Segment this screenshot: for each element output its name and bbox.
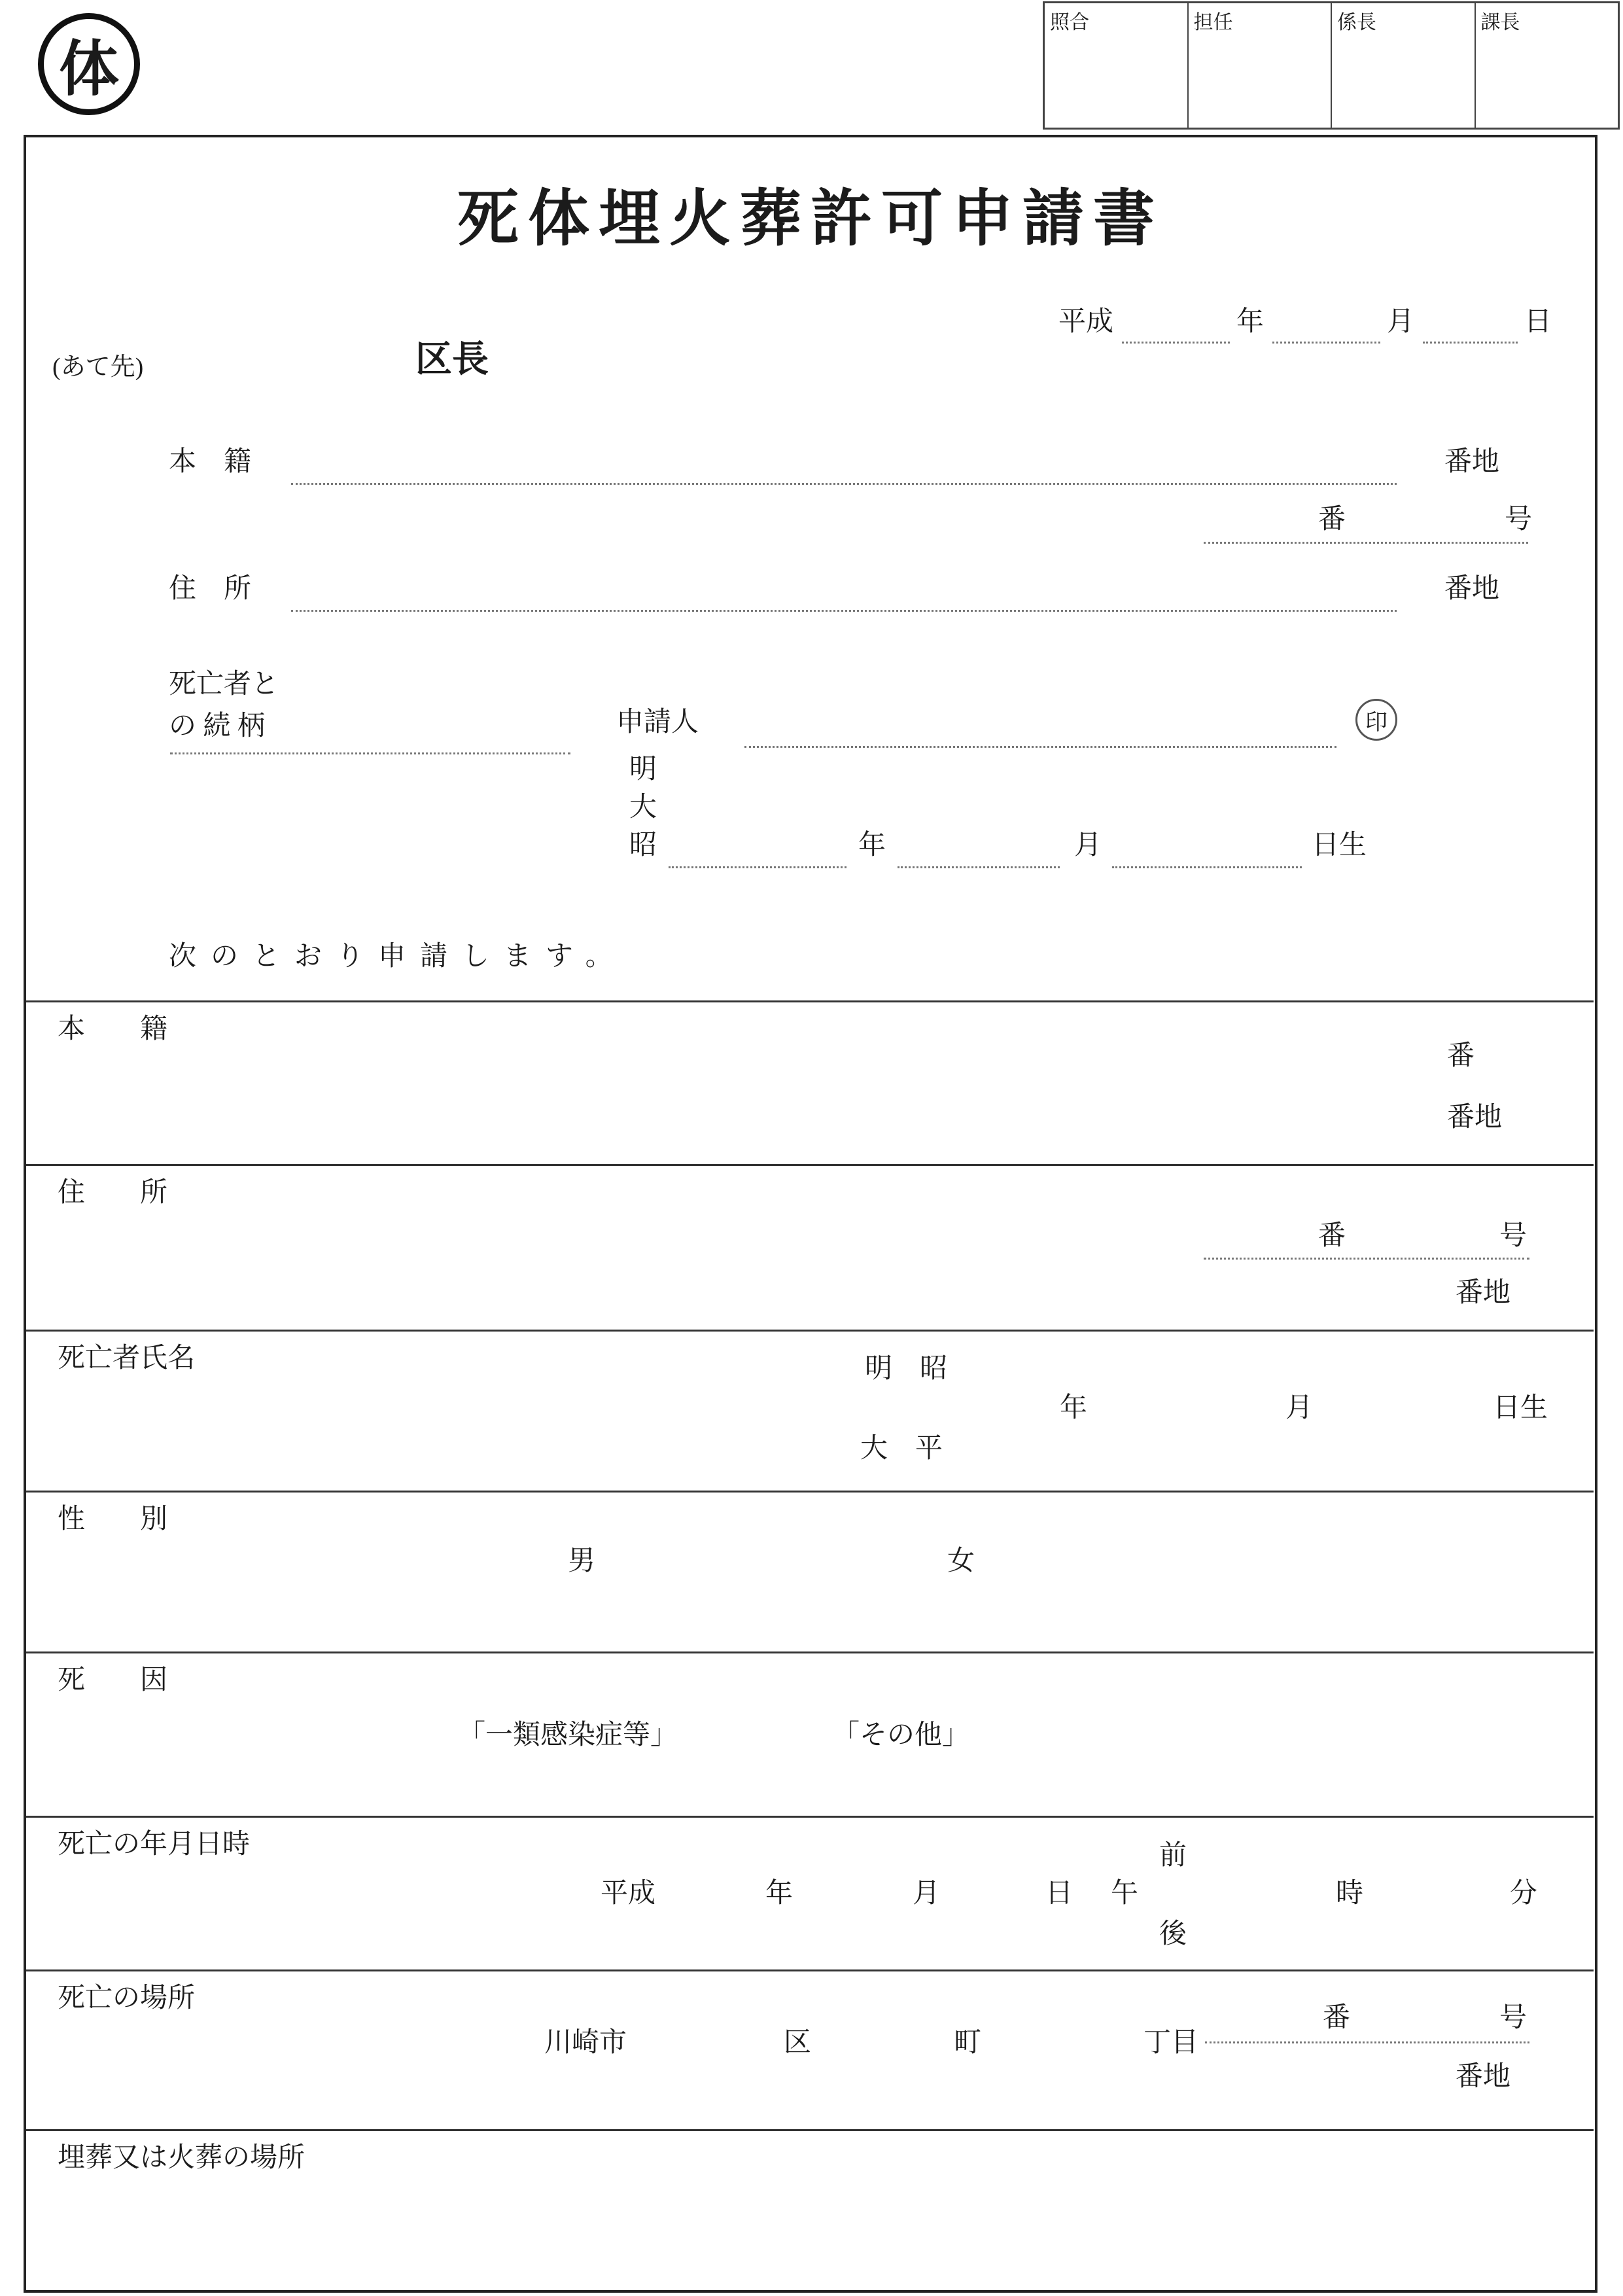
row-jusho-ban-go-fill-line xyxy=(1204,1258,1529,1260)
date-era-label: 平成 xyxy=(1058,307,1114,337)
birth-year-fill-line xyxy=(669,866,846,868)
relation-label-line2: の 続 柄 xyxy=(169,711,266,741)
row-cause-option2: 「その他」 xyxy=(832,1720,970,1750)
death-era-label: 平成 xyxy=(601,1879,656,1909)
death-place-city-label: 川崎市 xyxy=(544,2028,627,2058)
relation-label-line1: 死亡者と xyxy=(169,669,279,699)
era-showa-label: 昭 xyxy=(629,830,657,860)
applicant-honseki-banchi-label: 番地 xyxy=(1444,447,1500,477)
separator-line xyxy=(26,1491,1594,1492)
form-title: 死体埋火葬許可申請書 xyxy=(457,185,1164,253)
applicant-go-label: 号 xyxy=(1505,504,1533,535)
row-deceased-month-label: 月 xyxy=(1285,1393,1314,1423)
approval-cell-kacho xyxy=(1475,3,1618,128)
era-taisho-label: 大 xyxy=(629,792,657,822)
applicant-ban-label: 番 xyxy=(1318,504,1346,535)
approval-cell-label: 係長 xyxy=(1337,12,1376,33)
seal-character: 印 xyxy=(1365,710,1387,735)
row-cause-option1: 「一類感染症等」 xyxy=(458,1720,678,1750)
application-statement: 次のとおり申請します。 xyxy=(169,942,627,972)
approval-cell-label: 担任 xyxy=(1193,12,1233,33)
date-day-fill-line xyxy=(1423,342,1518,344)
document-class-stamp xyxy=(38,13,140,115)
relation-fill-line xyxy=(170,752,570,754)
row-deceased-era-row1: 明 昭 xyxy=(865,1354,948,1384)
row-deceased-era-row2: 大 平 xyxy=(860,1434,943,1464)
death-noon-label: 午 xyxy=(1111,1879,1139,1909)
row-honseki-label: 本 籍 xyxy=(58,1014,168,1044)
era-meiji-label: 明 xyxy=(629,754,657,785)
applicant-name-fill-line xyxy=(744,746,1336,748)
addressee-prefix: (あて先) xyxy=(52,353,144,381)
approval-cell-label: 課長 xyxy=(1480,12,1520,33)
death-place-ban-label: 番 xyxy=(1323,2003,1351,2033)
row-deceased-year-label: 年 xyxy=(1060,1393,1088,1423)
addressee-title: 区長 xyxy=(415,340,489,380)
applicant-jusho-banchi-label: 番地 xyxy=(1444,574,1500,604)
approval-signoff-table xyxy=(1043,1,1620,130)
applicant-jusho-label: 住 所 xyxy=(169,574,252,604)
separator-line xyxy=(26,1651,1594,1653)
row-sex-label: 性 別 xyxy=(58,1504,168,1534)
row-sex-female-option: 女 xyxy=(947,1546,975,1576)
applicant-name-label: 申請人 xyxy=(616,707,699,737)
applicant-jusho-fill-line xyxy=(291,610,1397,612)
row-jusho-label: 住 所 xyxy=(58,1178,168,1208)
approval-cell-shogo xyxy=(1045,3,1187,128)
birth-month-fill-line xyxy=(898,866,1060,868)
death-place-banchi-label: 番地 xyxy=(1456,2062,1511,2092)
death-am-label: 前 xyxy=(1159,1841,1187,1871)
applicant-honseki-fill-line xyxy=(291,483,1397,485)
date-day-label: 日 xyxy=(1524,307,1552,337)
separator-line xyxy=(26,1000,1594,1002)
birth-day-fill-line xyxy=(1112,866,1302,868)
row-sex-male-option: 男 xyxy=(568,1546,596,1576)
death-day-label: 日 xyxy=(1045,1879,1073,1909)
birth-month-label: 月 xyxy=(1074,830,1102,860)
date-month-label: 月 xyxy=(1387,307,1415,337)
row-honseki-ban-label: 番 xyxy=(1447,1041,1475,1071)
approval-cell-label: 照合 xyxy=(1050,12,1089,33)
approval-cell-tannin xyxy=(1187,3,1331,128)
death-hour-label: 時 xyxy=(1336,1879,1364,1909)
death-minute-label: 分 xyxy=(1510,1879,1538,1909)
row-deceased-name-label: 死亡者氏名 xyxy=(58,1343,196,1373)
death-place-ban-go-fill-line xyxy=(1205,2041,1529,2043)
date-year-fill-line xyxy=(1122,342,1230,344)
separator-line xyxy=(26,1816,1594,1818)
date-month-fill-line xyxy=(1272,342,1380,344)
death-place-chome-label: 丁目 xyxy=(1143,2028,1199,2058)
applicant-seal-mark xyxy=(1355,699,1397,741)
approval-cell-kakaricho xyxy=(1331,3,1475,128)
separator-line xyxy=(26,2129,1594,2131)
separator-line xyxy=(26,1969,1594,1971)
death-month-label: 月 xyxy=(913,1879,941,1909)
stamp-character: 体 xyxy=(58,36,119,103)
row-death-place-label: 死亡の場所 xyxy=(58,1983,196,2013)
row-cause-label: 死 因 xyxy=(58,1665,168,1695)
separator-line xyxy=(26,1164,1594,1166)
row-death-datetime-label: 死亡の年月日時 xyxy=(58,1829,251,1860)
death-year-label: 年 xyxy=(765,1879,794,1909)
birth-year-label: 年 xyxy=(858,830,886,860)
date-year-label: 年 xyxy=(1236,307,1265,337)
row-honseki-banchi-label: 番地 xyxy=(1447,1103,1503,1133)
applicant-ban-go-fill-line xyxy=(1204,542,1528,544)
separator-line xyxy=(26,1330,1594,1332)
death-pm-label: 後 xyxy=(1159,1919,1187,1949)
row-jusho-banchi-label: 番地 xyxy=(1456,1278,1511,1308)
birth-day-label: 日生 xyxy=(1312,830,1367,860)
row-burial-place-label: 埋葬又は火葬の場所 xyxy=(58,2143,305,2173)
death-place-ward-label: 区 xyxy=(784,2028,812,2058)
row-jusho-ban-label: 番 xyxy=(1318,1221,1346,1251)
death-place-town-label: 町 xyxy=(954,2028,982,2058)
row-deceased-birthday-label: 日生 xyxy=(1493,1393,1548,1423)
death-place-go-label: 号 xyxy=(1499,2003,1527,2033)
applicant-honseki-label: 本 籍 xyxy=(169,447,252,477)
row-jusho-go-label: 号 xyxy=(1499,1221,1527,1251)
